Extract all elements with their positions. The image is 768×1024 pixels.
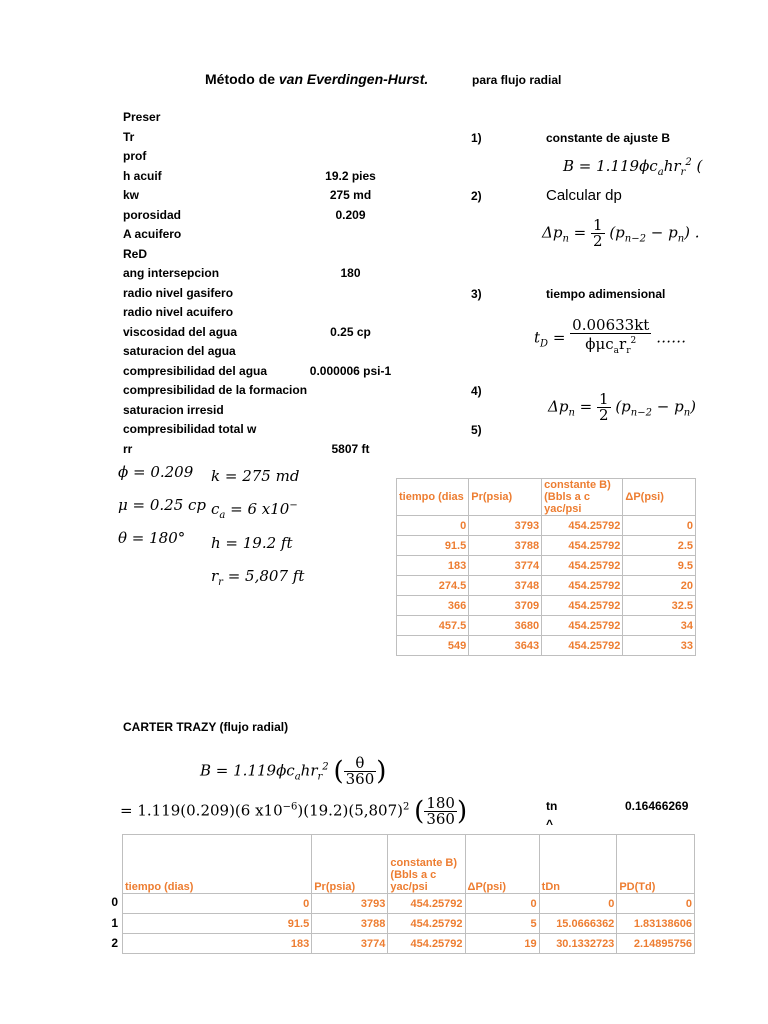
table-cell: 3793 [312,894,388,914]
table-cell: 0 [397,516,469,536]
param-label: porosidad [123,207,182,222]
table-cell: 0 [539,894,617,914]
table-row [123,914,695,934]
param-row [123,364,423,383]
param-label: ang intersepcion [123,266,220,280]
column-header: ΔP(psi) [623,479,696,516]
column-header: Pr(psia) [469,479,542,516]
param-label: h acuif [123,168,162,183]
table-cell: 91.5 [397,536,469,556]
param-label: kw [123,188,140,202]
table-cell: 454.25792 [388,894,465,914]
given-mu: μ = 0.25 cp [118,496,207,514]
param-label: rr [123,441,133,456]
table-cell: 34 [623,616,696,636]
step-3-label: tiempo adimensional [546,287,666,301]
table-cell: 454.25792 [388,914,465,934]
table-cell: 454.25792 [542,576,623,596]
step-2-label: Calcular dp [546,187,622,204]
param-value: 0.25 cp [330,324,371,339]
given-ca: $c_a = 6$ x10− [211,500,298,521]
column-header: tiempo (dias) [123,835,312,894]
param-label: prof [123,149,147,163]
table-row [123,934,695,954]
equation-td: $t_D$ = $\frac{0.00633kt}{\phi\mu c_ar_r^2}$ …… [534,316,687,356]
table-cell: 5 [465,914,539,934]
step-5-number: 5) [471,423,482,437]
equation-b-constant: $B = 1.119\phi c_ahr_r^2$ ( [563,157,703,178]
table-cell: 3788 [469,536,542,556]
param-row [123,422,423,441]
table-cell: 0 [617,894,695,914]
param-row [123,149,423,168]
param-label: radio nivel gasifero [123,285,234,300]
table-cell: 30.1332723 [539,934,617,954]
results-table-2 [122,834,695,954]
table-cell: 91.5 [123,914,312,934]
table-cell: 0 [465,894,539,914]
table-cell: 3774 [312,934,388,954]
given-theta: θ = 180° [118,529,186,547]
param-row [123,247,423,266]
table-cell: 366 [397,596,469,616]
table-header-row [397,479,696,516]
param-label: saturacion irresid [123,402,224,417]
table-cell: 454.25792 [542,556,623,576]
table-cell: 454.25792 [542,536,623,556]
param-label: ReD [123,246,148,261]
table-cell: 183 [397,556,469,576]
param-row [123,266,423,285]
param-row [123,286,423,305]
table-cell: 457.5 [397,616,469,636]
table-cell: 3748 [469,576,542,596]
param-row [123,442,423,461]
column-header: constante B)(Bbls a c yac/psi [388,835,465,894]
table-row [397,516,696,536]
param-label: A acuifero [123,227,182,241]
table-row [397,616,696,636]
row-index: 1 [111,915,118,930]
param-label: Preser [123,110,161,124]
param-label: compresibilidad de la formacion [123,383,308,397]
page-title [205,71,428,87]
param-row [123,344,423,363]
row-index: 0 [111,895,118,909]
table-row [397,636,696,656]
param-row [123,325,423,344]
param-value: 180 [340,266,361,280]
table-cell: 3709 [469,596,542,616]
table-cell: 9.5 [623,556,696,576]
param-value: 0.000006 psi-1 [309,363,392,378]
param-value: 275 md [329,188,372,202]
table-row [397,576,696,596]
param-row [123,130,423,149]
page-subtitle: para flujo radial [472,73,562,87]
table-cell: 3788 [312,914,388,934]
table-row [123,894,695,914]
column-header: tDn [539,835,617,894]
table-cell: 32.5 [623,596,696,616]
table-cell: 454.25792 [542,516,623,536]
carter-title: CARTER TRAZY (flujo radial) [123,720,289,734]
step-4-number: 4) [471,384,482,398]
table-cell: 183 [123,934,312,954]
param-label: compresibilidad total w [123,422,257,436]
given-rr: $r_r = 5,807$ ft [211,567,305,588]
param-row [123,188,423,207]
step-1-number: 1) [471,131,482,145]
results-table-1 [396,478,696,656]
param-value: 19.2 pies [325,168,376,183]
given-k: k = 275 md [211,467,300,485]
step-3-number: 3) [471,287,482,301]
table-cell: 19 [465,934,539,954]
table-cell: 454.25792 [388,934,465,954]
param-row [123,208,423,227]
table-header-row [123,835,695,894]
row-index: 2 [111,936,118,950]
tn-label: tn [546,799,558,813]
table-row [397,596,696,616]
title-prefix: Método de [205,71,279,87]
table-cell: 3643 [469,636,542,656]
param-row [123,403,423,422]
equation-dp-2: $\Delta p_n$ = $\frac{1}{2}$ $(p_{n-2} - p_n)$ [548,390,696,424]
table-cell: 0 [623,516,696,536]
given-phi: ϕ = 0.209 [118,463,194,481]
column-header: ΔP(psi) [465,835,539,894]
step-1-label: constante de ajuste B [546,131,671,145]
table-cell: 3680 [469,616,542,636]
param-value: 0.209 [335,207,366,222]
param-row [123,227,423,246]
param-value: 5807 ft [331,441,370,456]
param-row [123,383,423,402]
carter-equation-b: $B = 1.119\phi c_ahr_r^2$ ( $\frac{\theta}{360}$ ) [200,754,387,788]
table-cell: 15.0666362 [539,914,617,934]
param-label: compresibilidad del agua [123,363,268,378]
equation-dp-1: $\Delta p_n$ = $\frac{1}{2}$ $(p_{n-2} - p_n)$ . [542,216,700,250]
tn-value: 0.16466269 [625,799,689,813]
column-header: constante B)(Bbls a c yac/psi [542,479,623,516]
table-cell: 454.25792 [542,596,623,616]
column-header: Pr(psia) [312,835,388,894]
param-label: saturacion del agua [123,344,236,358]
table-cell: 3774 [469,556,542,576]
param-label: Tr [123,129,135,144]
carter-equation-values: = 1.119(0.209)(6 $x10^{-6})(19.2)(5,807)^2$ ( $\frac{180}{360}$ ) [120,794,468,828]
table-row [397,556,696,576]
table-cell: 2.5 [623,536,696,556]
table-cell: 454.25792 [542,616,623,636]
table-cell: 33 [623,636,696,656]
caret-mark: ^ [546,817,554,831]
param-row [123,305,423,324]
table-cell: 3793 [469,516,542,536]
column-header: tiempo (dias [397,479,469,516]
table-cell: 20 [623,576,696,596]
table-cell: 0 [123,894,312,914]
step-2-number: 2) [471,189,482,203]
table-cell: 274.5 [397,576,469,596]
param-label: radio nivel acuifero [123,305,234,319]
title-italic: van Everdingen-Hurst. [278,71,429,87]
table-cell: 454.25792 [542,636,623,656]
given-h: h = 19.2 ft [211,534,293,552]
table-cell: 549 [397,636,469,656]
table-cell: 2.14895756 [617,934,695,954]
table-row [397,536,696,556]
param-row [123,169,423,188]
table-cell: 1.83138606 [617,914,695,934]
param-row [123,110,423,129]
param-label: viscosidad del agua [123,324,238,339]
column-header: PD(Td) [617,835,695,894]
